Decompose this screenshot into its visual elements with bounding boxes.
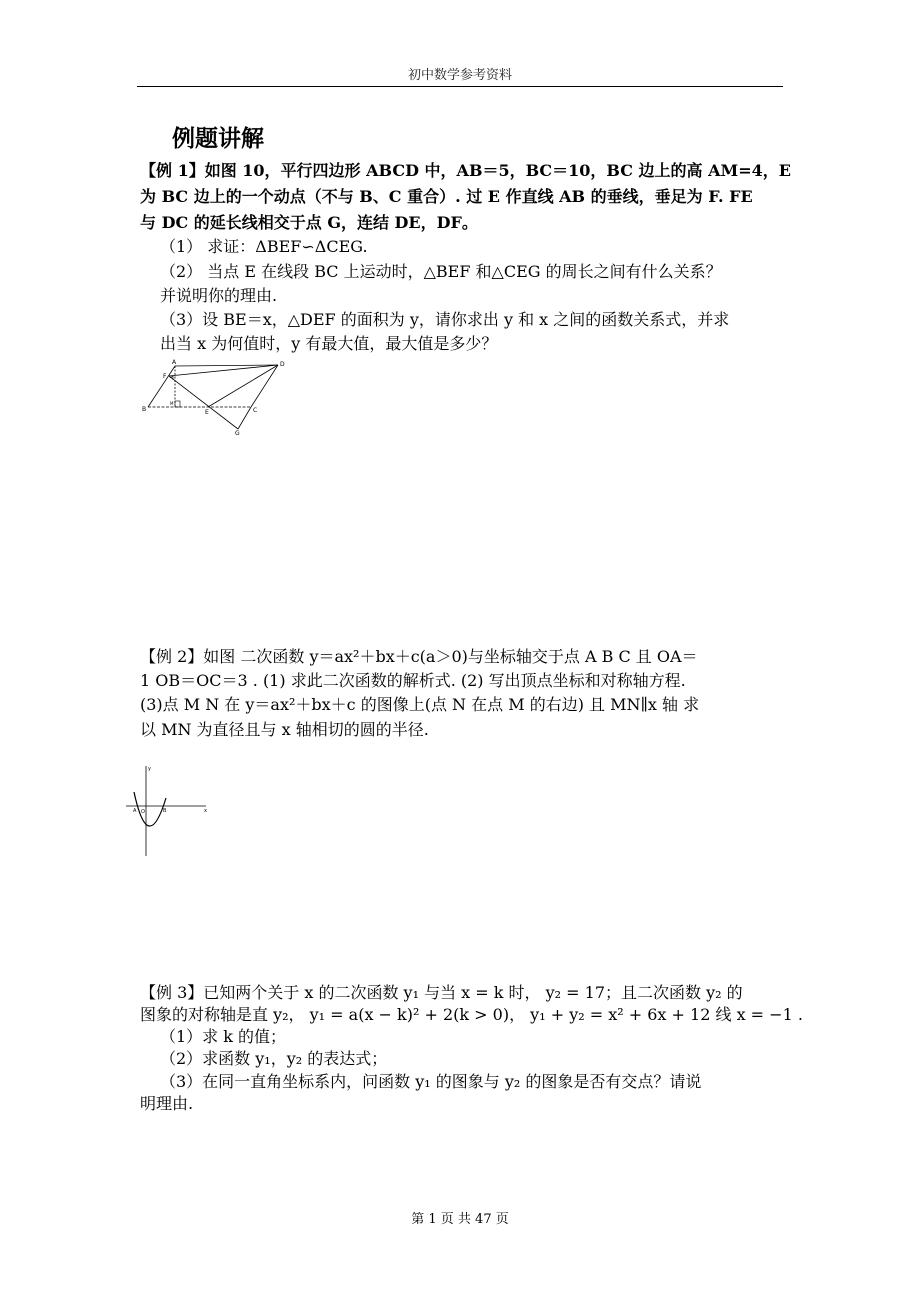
example1-question1: （1） 求证：ΔBEF∽ΔCEG. (160, 237, 368, 256)
example3-line1: 【例 3】已知两个关于 x 的二次函数 y₁ 与当 x = k 时， y₂ = 17；且二次函数 y₂ 的 (140, 983, 743, 1002)
example3-question2: （2）求函数 y₁，y₂ 的表达式； (160, 1049, 388, 1068)
origin-label: O (141, 809, 145, 815)
segment-dc (251, 365, 278, 407)
header-rule (137, 86, 783, 87)
example1-question2b: 并说明你的理由. (160, 286, 278, 305)
label-c: C (253, 407, 258, 414)
segment-ad (175, 365, 278, 366)
label-f: F (163, 373, 167, 380)
example3-question3a: （3）在同一直角坐标系内，问函数 y₁ 的图象与 y₂ 的图象是否有交点？请说 (160, 1072, 702, 1091)
point-a-label: A (133, 808, 137, 814)
label-a: A (172, 359, 177, 366)
example1-line3: 与 DC 的延长线相交于点 G，连结 DE，DF。 (140, 213, 478, 232)
point-b-label: B (163, 808, 167, 814)
example1-line2: 为 BC 边上的一个动点（不与 B、C 重合）. 过 E 作直线 AB 的垂线，垂足为 F. FE (140, 187, 753, 206)
right-angle-marker (175, 401, 180, 407)
parabola-figure (124, 762, 210, 858)
example3-question3b: 明理由. (140, 1094, 194, 1113)
example2-line2: 1 OB＝OC＝3 . (1) 求此二次函数的解析式. (2) 写出顶点坐标和对称轴方程. (140, 671, 686, 690)
y-axis-label: y (148, 766, 151, 772)
parallelogram-figure (138, 356, 298, 436)
example1-question3a: （3）设 BE＝x，△DEF 的面积为 y，请你求出 y 和 x 之间的函数关系式，并求 (160, 310, 730, 329)
example2-line3: (3)点 M N 在 y＝ax²＋bx＋c 的图像上(点 N 在点 M 的右边) 且 MN∥x 轴 求 (140, 695, 700, 714)
example1-question2a: （2） 当点 E 在线段 BC 上运动时，△BEF 和△CEG 的周长之间有什么关系？ (160, 262, 722, 281)
segment-cg (238, 407, 251, 429)
page-header: 初中数学参考资料 (407, 68, 512, 83)
example1-question3b: 出当 x 为何值时，y 有最大值，最大值是多少？ (160, 334, 498, 353)
example2-line4: 以 MN 为直径且与 x 轴相切的圆的半径. (140, 720, 429, 739)
parabola-curve (134, 792, 166, 826)
label-m: M (170, 401, 174, 406)
example3-question1: （1）求 k 的值； (160, 1027, 287, 1046)
example3-line2: 图象的对称轴是直 y₂， y₁ = a(x − k)² + 2(k > 0)， y₁ + y₂ = x² + 6x + 12 线 x = −1 . (140, 1005, 803, 1024)
example1-line1: 【例 1】如图 10，平行四边形 ABCD 中，AB＝5，BC＝10，BC 边上的高 AM=4，E (140, 161, 791, 180)
page-footer: 第 1 页 共 47 页 (411, 1212, 509, 1227)
section-title: 例题讲解 (172, 125, 264, 152)
label-d: D (280, 361, 285, 368)
label-g: G (235, 430, 240, 436)
x-axis-label: x (204, 808, 207, 814)
example2-line1: 【例 2】如图 二次函数 y＝ax²＋bx＋c(a＞0)与坐标轴交于点 A B C 且 OA＝ (140, 647, 698, 666)
label-b: B (142, 406, 147, 413)
label-e: E (205, 409, 209, 416)
segment-fg (169, 376, 238, 429)
